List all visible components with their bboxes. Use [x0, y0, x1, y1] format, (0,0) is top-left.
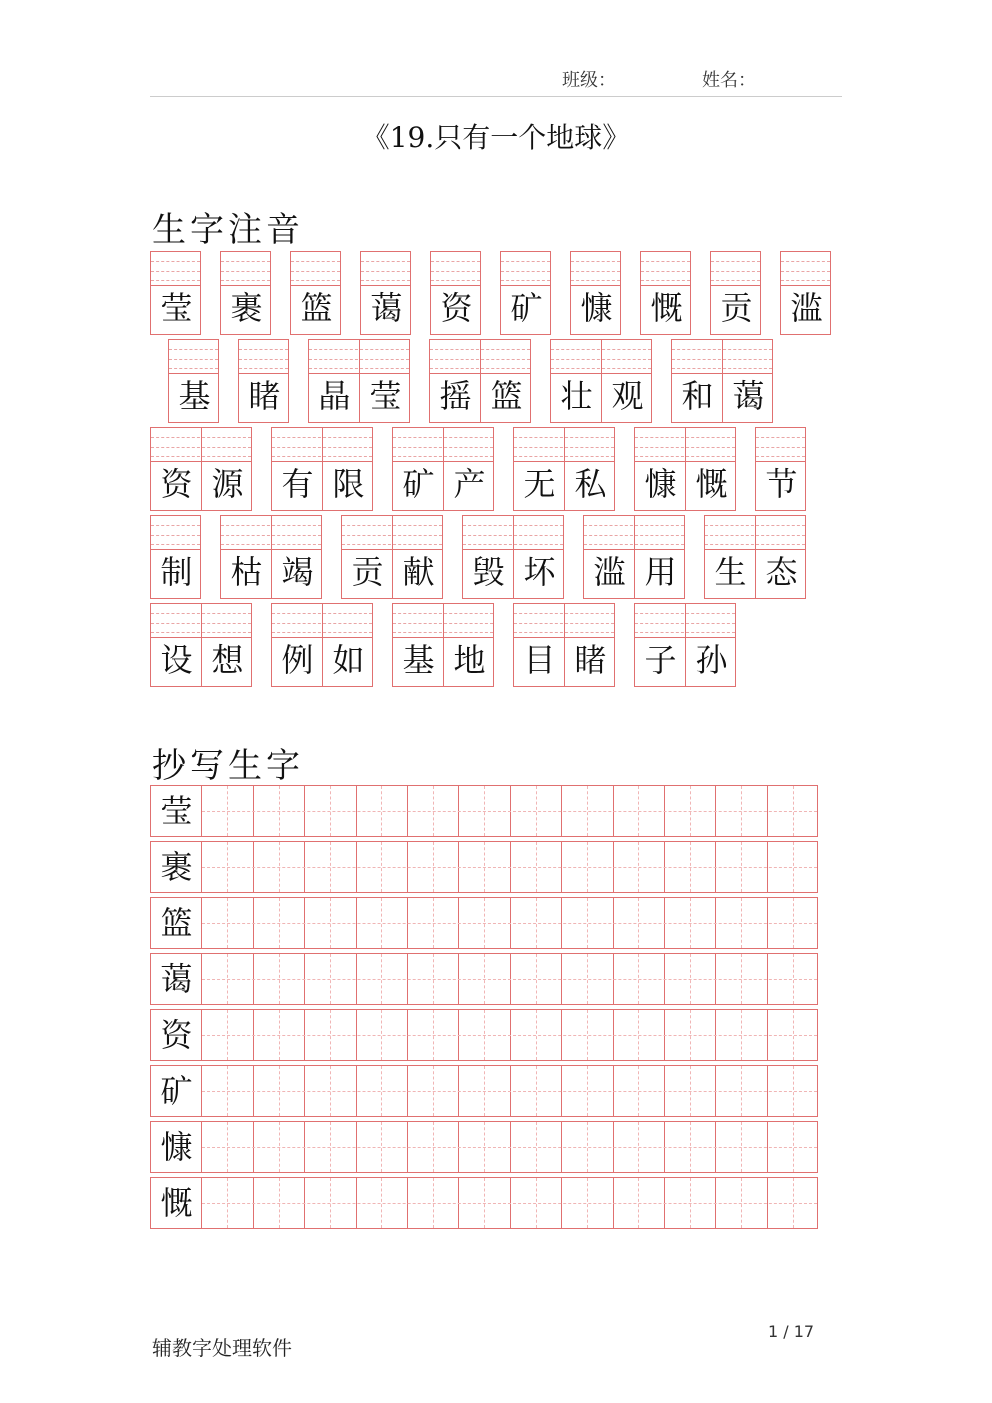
pinyin-base-line [501, 285, 550, 286]
copy-row [150, 785, 818, 837]
hanzi-character: 想 [211, 641, 244, 679]
section-heading-copy: 抄写生字 [152, 746, 304, 786]
hanzi-character: 资 [440, 289, 473, 327]
pinyin-word-box [271, 603, 373, 687]
pinyin-guide-line [756, 437, 805, 438]
pinyin-word-box [290, 251, 341, 335]
header-divider [150, 96, 842, 97]
hanzi-character: 矿 [402, 465, 435, 503]
hanzi-character: 篮 [300, 289, 333, 327]
pinyin-word-box [513, 603, 615, 687]
hanzi-character: 私 [574, 465, 607, 503]
footer-text: 辅教字处理软件 [152, 1336, 292, 1360]
grid-center-guide [202, 867, 817, 868]
grid-center-guide [202, 1035, 817, 1036]
pinyin-word-box [238, 339, 289, 423]
pinyin-word-box [704, 515, 806, 599]
pinyin-base-line [291, 285, 340, 286]
pinyin-word-box [755, 427, 806, 511]
hanzi-character: 献 [402, 553, 435, 591]
hanzi-character: 如 [332, 641, 365, 679]
hanzi-character: 例 [281, 641, 314, 679]
grid-center-guide [202, 1203, 817, 1204]
pinyin-guide-line [291, 261, 340, 262]
pinyin-word-box [360, 251, 411, 335]
pinyin-guide-line [501, 280, 550, 281]
hanzi-character: 目 [523, 641, 556, 679]
hanzi-character: 无 [523, 465, 556, 503]
hanzi-character: 和 [681, 377, 714, 415]
pinyin-word-box [634, 427, 736, 511]
pinyin-guide-line [221, 271, 270, 272]
copy-model-character: 莹 [160, 792, 193, 830]
pinyin-guide-line [571, 261, 620, 262]
pinyin-word-box [392, 427, 494, 511]
hanzi-character: 矿 [510, 289, 543, 327]
pinyin-word-box [500, 251, 551, 335]
hanzi-character: 坏 [523, 553, 556, 591]
pinyin-base-line [756, 461, 805, 462]
name-label: 姓名： [702, 70, 756, 91]
hanzi-character: 蔼 [370, 289, 403, 327]
pinyin-guide-line [239, 349, 288, 350]
pinyin-guide-line [291, 280, 340, 281]
pinyin-guide-line [571, 280, 620, 281]
pinyin-guide-line [641, 271, 690, 272]
pinyin-guide-line [151, 261, 200, 262]
copy-row [150, 1009, 818, 1061]
pinyin-guide-line [221, 280, 270, 281]
pinyin-guide-line [641, 280, 690, 281]
section-heading-pinyin: 生字注音 [152, 210, 304, 250]
hanzi-character: 晶 [318, 377, 351, 415]
hanzi-character: 莹 [160, 289, 193, 327]
pinyin-guide-line [151, 525, 200, 526]
copy-model-character: 资 [160, 1016, 193, 1054]
pinyin-guide-line [291, 271, 340, 272]
copy-row [150, 953, 818, 1005]
pinyin-base-line [151, 549, 200, 550]
copy-model-character: 矿 [160, 1072, 193, 1110]
pinyin-guide-line [431, 261, 480, 262]
pinyin-word-box [150, 515, 201, 599]
pinyin-word-box [550, 339, 652, 423]
pinyin-word-box [271, 427, 373, 511]
pinyin-guide-line [781, 280, 830, 281]
copy-row [150, 1065, 818, 1117]
pinyin-base-line [239, 373, 288, 374]
hanzi-character: 摇 [439, 377, 472, 415]
copy-model-character: 慷 [160, 1128, 193, 1166]
pinyin-word-box [513, 427, 615, 511]
pinyin-guide-line [641, 261, 690, 262]
hanzi-character: 滥 [593, 553, 626, 591]
pinyin-word-box [150, 603, 252, 687]
hanzi-character: 孙 [695, 641, 728, 679]
hanzi-character: 睹 [248, 377, 281, 415]
grid-center-guide [202, 811, 817, 812]
copy-row [150, 841, 818, 893]
class-label: 班级： [562, 70, 616, 91]
pinyin-guide-line [151, 544, 200, 545]
hanzi-character: 资 [160, 465, 193, 503]
hanzi-character: 地 [453, 641, 486, 679]
pinyin-guide-line [756, 456, 805, 457]
pinyin-word-box [429, 339, 531, 423]
pinyin-guide-line [169, 368, 218, 369]
pinyin-guide-line [239, 368, 288, 369]
hanzi-character: 制 [160, 553, 193, 591]
pinyin-guide-line [151, 535, 200, 536]
grid-center-guide [202, 979, 817, 980]
hanzi-character: 贡 [720, 289, 753, 327]
copy-row [150, 897, 818, 949]
hanzi-character: 莹 [369, 377, 402, 415]
pinyin-word-box [220, 515, 322, 599]
hanzi-character: 有 [281, 465, 314, 503]
pinyin-guide-line [151, 271, 200, 272]
hanzi-character: 产 [453, 465, 486, 503]
hanzi-character: 壮 [560, 377, 593, 415]
pinyin-base-line [361, 285, 410, 286]
copy-model-character: 慨 [160, 1184, 193, 1222]
hanzi-character: 竭 [281, 553, 314, 591]
copy-model-character: 篮 [160, 904, 193, 942]
pinyin-guide-line [151, 280, 200, 281]
hanzi-character: 用 [644, 553, 677, 591]
copy-row [150, 1121, 818, 1173]
grid-center-guide [202, 923, 817, 924]
pinyin-guide-line [501, 261, 550, 262]
pinyin-guide-line [756, 447, 805, 448]
pinyin-word-box [430, 251, 481, 335]
pinyin-word-box [341, 515, 443, 599]
pinyin-word-box [220, 251, 271, 335]
hanzi-character: 篮 [490, 377, 523, 415]
hanzi-character: 枯 [230, 553, 263, 591]
grid-center-guide [202, 1091, 817, 1092]
hanzi-character: 源 [211, 465, 244, 503]
hanzi-character: 蔼 [732, 377, 765, 415]
pinyin-base-line [221, 285, 270, 286]
pinyin-word-box [308, 339, 410, 423]
pinyin-base-line [151, 285, 200, 286]
hanzi-character: 观 [611, 377, 644, 415]
hanzi-character: 睹 [574, 641, 607, 679]
copy-row [150, 1177, 818, 1229]
hanzi-character: 态 [765, 553, 798, 591]
hanzi-character: 子 [644, 641, 677, 679]
hanzi-character: 基 [178, 377, 211, 415]
hanzi-character: 慷 [644, 465, 677, 503]
pinyin-guide-line [169, 359, 218, 360]
pinyin-base-line [711, 285, 760, 286]
hanzi-character: 慨 [695, 465, 728, 503]
pinyin-guide-line [221, 261, 270, 262]
pinyin-guide-line [781, 261, 830, 262]
pinyin-guide-line [431, 280, 480, 281]
pinyin-base-line [641, 285, 690, 286]
hanzi-character: 限 [332, 465, 365, 503]
pinyin-word-box [150, 251, 201, 335]
hanzi-character: 裹 [230, 289, 263, 327]
pinyin-guide-line [239, 359, 288, 360]
hanzi-character: 毁 [472, 553, 505, 591]
hanzi-character: 基 [402, 641, 435, 679]
pinyin-base-line [781, 285, 830, 286]
pinyin-word-box [640, 251, 691, 335]
hanzi-character: 设 [160, 641, 193, 679]
pinyin-guide-line [169, 349, 218, 350]
grid-center-guide [202, 1147, 817, 1148]
pinyin-base-line [431, 285, 480, 286]
pinyin-guide-line [501, 271, 550, 272]
pinyin-guide-line [711, 271, 760, 272]
pinyin-guide-line [571, 271, 620, 272]
pinyin-guide-line [431, 271, 480, 272]
hanzi-character: 贡 [351, 553, 384, 591]
pinyin-guide-line [361, 261, 410, 262]
hanzi-character: 节 [765, 465, 798, 503]
pinyin-word-box [583, 515, 685, 599]
pinyin-word-box [671, 339, 773, 423]
pinyin-guide-line [711, 261, 760, 262]
hanzi-character: 生 [714, 553, 747, 591]
pinyin-word-box [780, 251, 831, 335]
pinyin-word-box [634, 603, 736, 687]
pinyin-base-line [169, 373, 218, 374]
copy-model-character: 蔼 [160, 960, 193, 998]
pinyin-guide-line [781, 271, 830, 272]
pinyin-word-box [710, 251, 761, 335]
pinyin-word-box [168, 339, 219, 423]
hanzi-character: 滥 [790, 289, 823, 327]
copy-model-character: 裹 [160, 848, 193, 886]
pinyin-guide-line [361, 271, 410, 272]
pinyin-guide-line [361, 280, 410, 281]
pinyin-word-box [392, 603, 494, 687]
pinyin-word-box [462, 515, 564, 599]
pinyin-word-box [150, 427, 252, 511]
hanzi-character: 慷 [580, 289, 613, 327]
pinyin-guide-line [711, 280, 760, 281]
pinyin-base-line [571, 285, 620, 286]
page-number: 1 / 17 [768, 1322, 815, 1341]
pinyin-word-box [570, 251, 621, 335]
hanzi-character: 慨 [650, 289, 683, 327]
page-title: 《19.只有一个地球》 [361, 121, 631, 154]
